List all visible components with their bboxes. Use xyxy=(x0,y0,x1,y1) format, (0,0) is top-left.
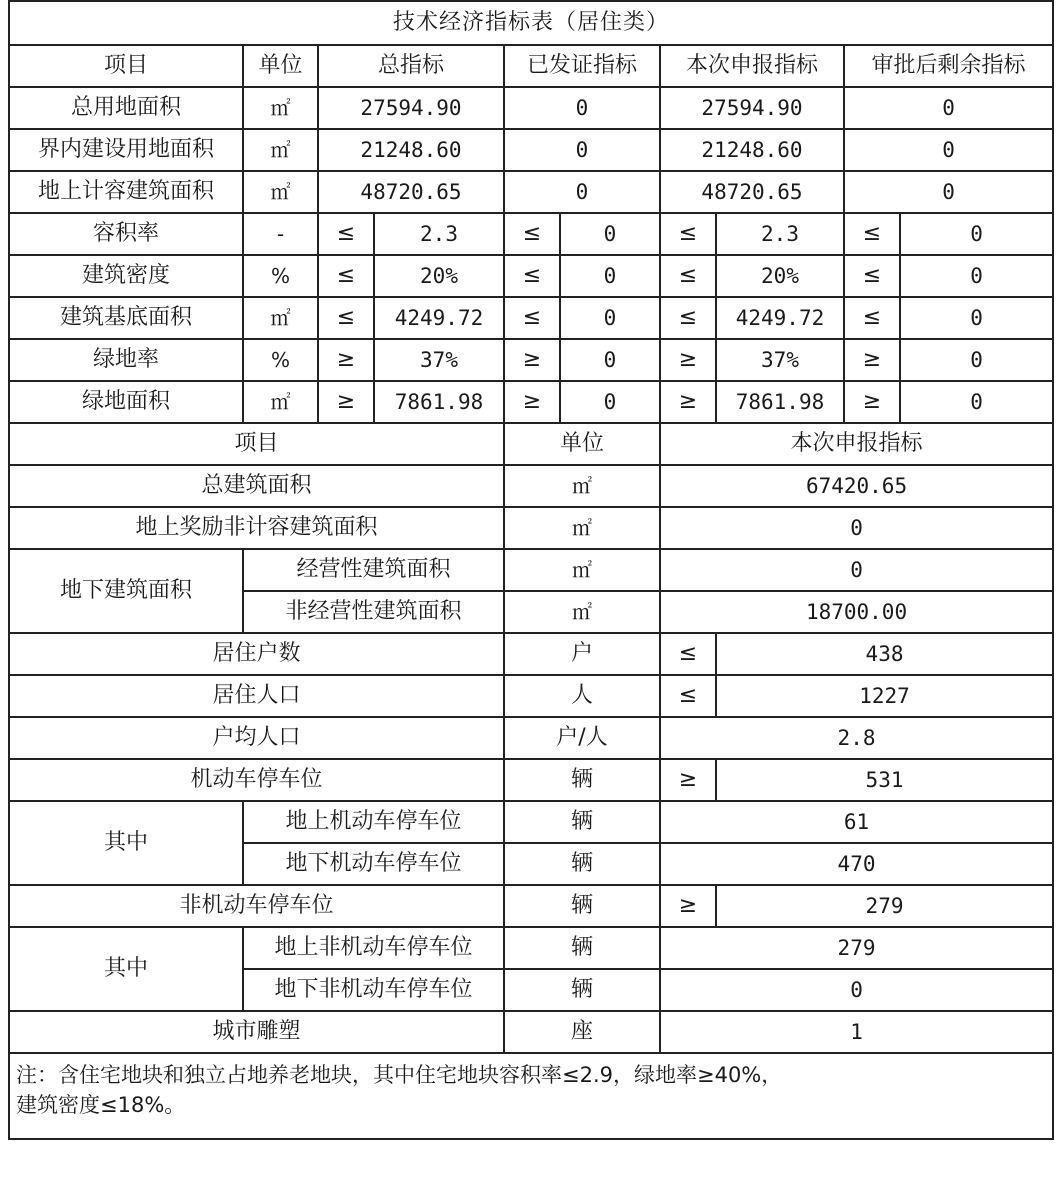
row-issued: 0 xyxy=(560,297,660,339)
row-unit: % xyxy=(243,339,318,381)
row-current-op: ≥ xyxy=(660,381,716,423)
note-line-1: 注：含住宅地块和独立占地养老地块，其中住宅地块容积率≤2.9，绿地率≥40%， xyxy=(16,1063,783,1087)
table-row xyxy=(9,717,1053,759)
row-value: 438 xyxy=(716,633,1053,675)
row-unit: - xyxy=(243,213,318,255)
row-subitem: 非经营性建筑面积 xyxy=(243,591,504,633)
row-item: 界内建设用地面积 xyxy=(9,129,243,171)
row-unit: 辆 xyxy=(504,759,660,801)
note-row xyxy=(9,1053,1053,1139)
section2-header-row xyxy=(9,423,1053,465)
row-item: 地上奖励非计容建筑面积 xyxy=(9,507,504,549)
row-unit: 人 xyxy=(504,675,660,717)
row-unit: 座 xyxy=(504,1011,660,1053)
note-line-2: 建筑密度≤18%。 xyxy=(16,1093,186,1118)
row-op: ≤ xyxy=(660,633,716,675)
row-item: 机动车停车位 xyxy=(9,759,504,801)
row-issued: 0 xyxy=(560,213,660,255)
row-unit: ㎡ xyxy=(504,507,660,549)
row-current-op: ≤ xyxy=(660,213,716,255)
row-op: ≥ xyxy=(660,759,716,801)
row-current: 4249.72 xyxy=(716,297,844,339)
table-row xyxy=(9,87,1053,129)
row-total: 48720.65 xyxy=(318,171,504,213)
row-issued-op: ≥ xyxy=(504,381,560,423)
row-issued: 0 xyxy=(504,129,660,171)
row-value: 0 xyxy=(660,549,1053,591)
row-remaining-op: ≥ xyxy=(844,381,900,423)
row-unit: ㎡ xyxy=(243,381,318,423)
section2-header-current: 本次申报指标 xyxy=(660,423,1053,465)
row-current-op: ≤ xyxy=(660,255,716,297)
table-row xyxy=(9,213,1053,255)
row-issued: 0 xyxy=(504,171,660,213)
row-issued-op: ≤ xyxy=(504,213,560,255)
row-remaining: 0 xyxy=(900,339,1053,381)
row-value: 61 xyxy=(660,801,1053,843)
row-issued: 0 xyxy=(560,339,660,381)
row-total-op: ≤ xyxy=(318,255,374,297)
row-total: 21248.60 xyxy=(318,129,504,171)
title-row xyxy=(9,1,1053,45)
row-total: 20% xyxy=(374,255,504,297)
table-row xyxy=(9,1011,1053,1053)
row-remaining: 0 xyxy=(900,213,1053,255)
header-current: 本次申报指标 xyxy=(660,45,844,87)
row-value: 279 xyxy=(716,885,1053,927)
row-subitem: 地上机动车停车位 xyxy=(243,801,504,843)
row-unit: 辆 xyxy=(504,801,660,843)
row-subitem: 地下非机动车停车位 xyxy=(243,969,504,1011)
row-current: 7861.98 xyxy=(716,381,844,423)
table-row xyxy=(9,675,1053,717)
row-item: 建筑密度 xyxy=(9,255,243,297)
header-total: 总指标 xyxy=(318,45,504,87)
section2-header-item: 项目 xyxy=(9,423,504,465)
row-subitem: 地下机动车停车位 xyxy=(243,843,504,885)
row-unit: % xyxy=(243,255,318,297)
table-row xyxy=(9,885,1053,927)
row-total: 4249.72 xyxy=(374,297,504,339)
row-item: 绿地面积 xyxy=(9,381,243,423)
row-current: 37% xyxy=(716,339,844,381)
table-row xyxy=(9,381,1053,423)
row-item: 总建筑面积 xyxy=(9,465,504,507)
table-row xyxy=(9,759,1053,801)
row-item: 建筑基底面积 xyxy=(9,297,243,339)
indicator-table-document xyxy=(8,0,1052,1192)
row-item: 户均人口 xyxy=(9,717,504,759)
row-item: 绿地率 xyxy=(9,339,243,381)
table-row xyxy=(9,297,1053,339)
row-total-op: ≥ xyxy=(318,381,374,423)
row-item: 总用地面积 xyxy=(9,87,243,129)
row-total: 2.3 xyxy=(374,213,504,255)
table-row xyxy=(9,339,1053,381)
row-current: 2.3 xyxy=(716,213,844,255)
header-remaining: 审批后剩余指标 xyxy=(844,45,1053,87)
row-value: 2.8 xyxy=(660,717,1053,759)
row-value: 470 xyxy=(660,843,1053,885)
row-total: 37% xyxy=(374,339,504,381)
row-value: 0 xyxy=(660,507,1053,549)
row-item: 居住户数 xyxy=(9,633,504,675)
table-title: 技术经济指标表（居住类） xyxy=(9,1,1053,45)
row-value: 531 xyxy=(716,759,1053,801)
row-unit: ㎡ xyxy=(504,591,660,633)
row-unit: 辆 xyxy=(504,885,660,927)
row-group-item: 其中 xyxy=(9,927,243,1011)
row-remaining-op: ≤ xyxy=(844,213,900,255)
table-row xyxy=(9,465,1053,507)
row-issued-op: ≤ xyxy=(504,255,560,297)
row-item: 地上计容建筑面积 xyxy=(9,171,243,213)
table-row xyxy=(9,633,1053,675)
table-row xyxy=(9,171,1053,213)
row-unit: ㎡ xyxy=(504,549,660,591)
row-unit: 辆 xyxy=(504,843,660,885)
row-op: ≤ xyxy=(660,675,716,717)
indicator-table xyxy=(8,0,1054,1140)
row-value: 18700.00 xyxy=(660,591,1053,633)
row-current-op: ≤ xyxy=(660,297,716,339)
row-item: 容积率 xyxy=(9,213,243,255)
row-unit: ㎡ xyxy=(504,465,660,507)
row-remaining: 0 xyxy=(900,255,1053,297)
header-row xyxy=(9,45,1053,87)
row-remaining-op: ≤ xyxy=(844,297,900,339)
table-row xyxy=(9,549,1053,591)
row-subitem: 地上非机动车停车位 xyxy=(243,927,504,969)
row-issued-op: ≤ xyxy=(504,297,560,339)
header-unit: 单位 xyxy=(243,45,318,87)
row-total-op: ≤ xyxy=(318,297,374,339)
row-unit: ㎡ xyxy=(243,297,318,339)
row-value: 1 xyxy=(660,1011,1053,1053)
row-unit: 辆 xyxy=(504,969,660,1011)
row-item: 城市雕塑 xyxy=(9,1011,504,1053)
table-row xyxy=(9,507,1053,549)
row-value: 0 xyxy=(660,969,1053,1011)
row-item: 非机动车停车位 xyxy=(9,885,504,927)
row-current-op: ≥ xyxy=(660,339,716,381)
row-current: 20% xyxy=(716,255,844,297)
row-group-item: 其中 xyxy=(9,801,243,885)
row-op: ≥ xyxy=(660,885,716,927)
row-current: 21248.60 xyxy=(660,129,844,171)
table-row xyxy=(9,927,1053,969)
row-remaining: 0 xyxy=(900,381,1053,423)
row-remaining: 0 xyxy=(844,87,1053,129)
row-issued: 0 xyxy=(560,255,660,297)
table-row xyxy=(9,801,1053,843)
row-unit: 户/人 xyxy=(504,717,660,759)
row-remaining: 0 xyxy=(900,297,1053,339)
row-total: 7861.98 xyxy=(374,381,504,423)
row-issued: 0 xyxy=(504,87,660,129)
row-subitem: 经营性建筑面积 xyxy=(243,549,504,591)
row-item: 居住人口 xyxy=(9,675,504,717)
row-remaining-op: ≤ xyxy=(844,255,900,297)
row-current: 48720.65 xyxy=(660,171,844,213)
row-value: 67420.65 xyxy=(660,465,1053,507)
table-row xyxy=(9,255,1053,297)
row-remaining-op: ≥ xyxy=(844,339,900,381)
row-current: 27594.90 xyxy=(660,87,844,129)
section2-header-unit: 单位 xyxy=(504,423,660,465)
row-issued-op: ≥ xyxy=(504,339,560,381)
row-total-op: ≥ xyxy=(318,339,374,381)
row-issued: 0 xyxy=(560,381,660,423)
header-issued: 已发证指标 xyxy=(504,45,660,87)
row-remaining: 0 xyxy=(844,129,1053,171)
row-value: 279 xyxy=(660,927,1053,969)
row-total: 27594.90 xyxy=(318,87,504,129)
header-item: 项目 xyxy=(9,45,243,87)
table-row xyxy=(9,129,1053,171)
row-unit: 户 xyxy=(504,633,660,675)
row-unit: 辆 xyxy=(504,927,660,969)
row-group-item: 地下建筑面积 xyxy=(9,549,243,633)
table-note xyxy=(9,1053,1053,1139)
row-unit: ㎡ xyxy=(243,171,318,213)
row-unit: ㎡ xyxy=(243,129,318,171)
row-total-op: ≤ xyxy=(318,213,374,255)
row-remaining: 0 xyxy=(844,171,1053,213)
row-unit: ㎡ xyxy=(243,87,318,129)
row-value: 1227 xyxy=(716,675,1053,717)
